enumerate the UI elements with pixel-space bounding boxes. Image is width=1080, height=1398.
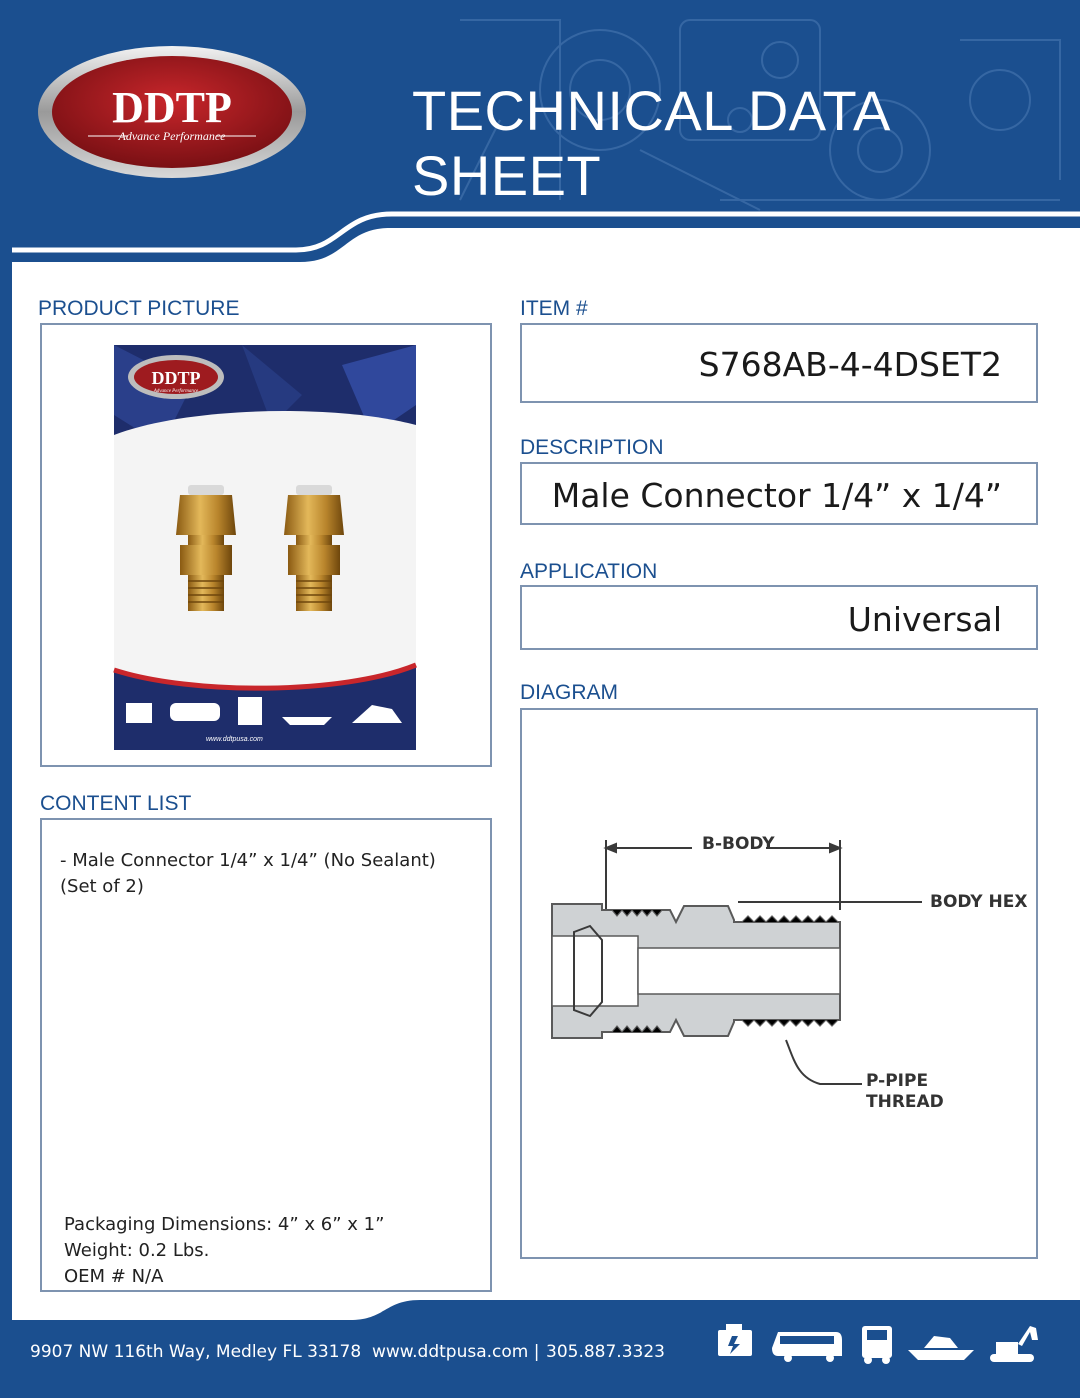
description-label: DESCRIPTION [520, 436, 664, 459]
content-specs [64, 1212, 384, 1290]
content-item-1: - Male Connector 1/4” x 1/4” (No Sealant) [60, 850, 436, 871]
p-pipe-label: P-PIPE [866, 1071, 929, 1091]
item-label: ITEM # [520, 297, 588, 320]
content-list-label: CONTENT LIST [40, 792, 192, 815]
diagram-box [520, 708, 1038, 1259]
item-box [520, 323, 1038, 403]
application-value: Universal [847, 600, 1002, 639]
application-label: APPLICATION [520, 560, 658, 583]
footer-website[interactable]: www.ddtpusa.com | [372, 1342, 540, 1362]
description-value: Male Connector 1/4” x 1/4” [551, 476, 1002, 515]
footer-vehicle-icons [712, 1318, 1042, 1366]
bag-url: www.ddtpusa.com [206, 736, 263, 743]
ddtp-logo [36, 44, 308, 180]
description-box [520, 462, 1038, 525]
oem-number: OEM # N/A [64, 1266, 164, 1287]
excavator-icon [990, 1326, 1038, 1362]
content-list-box [40, 818, 492, 1292]
page-title: TECHNICAL DATA SHEET [412, 79, 888, 207]
logo-main: DDTP [112, 83, 232, 132]
generator-icon [718, 1324, 752, 1356]
product-bag-image [42, 325, 490, 765]
product-picture-box [40, 323, 492, 767]
footer-phone[interactable]: 305.887.3323 [546, 1342, 665, 1362]
packaging-dimensions: Packaging Dimensions: 4” x 6” x 1” [64, 1214, 385, 1235]
body-hex-label: BODY HEX [930, 892, 1028, 912]
weight: Weight: 0.2 Lbs. [64, 1240, 210, 1261]
content-items [60, 848, 436, 900]
content-item-2: (Set of 2) [60, 876, 144, 897]
bus-icon [772, 1332, 842, 1362]
connector-diagram [522, 710, 1036, 1257]
truck-icon [862, 1326, 892, 1364]
product-picture-label: PRODUCT PICTURE [38, 297, 240, 320]
thread-label: THREAD [866, 1092, 944, 1112]
logo-subtitle: Advance Performance [118, 129, 226, 143]
application-box [520, 585, 1038, 650]
diagram-label: DIAGRAM [520, 681, 619, 704]
item-number: S768AB-4-4DSET2 [698, 345, 1002, 384]
footer-address: 9907 NW 116th Way, Medley FL 33178 [30, 1342, 362, 1362]
b-body-label: B-BODY [702, 834, 775, 854]
bag-logo: DDTP [151, 368, 201, 388]
bag-logo-sub: Advance Performance [153, 389, 199, 394]
yacht-icon [908, 1336, 974, 1360]
